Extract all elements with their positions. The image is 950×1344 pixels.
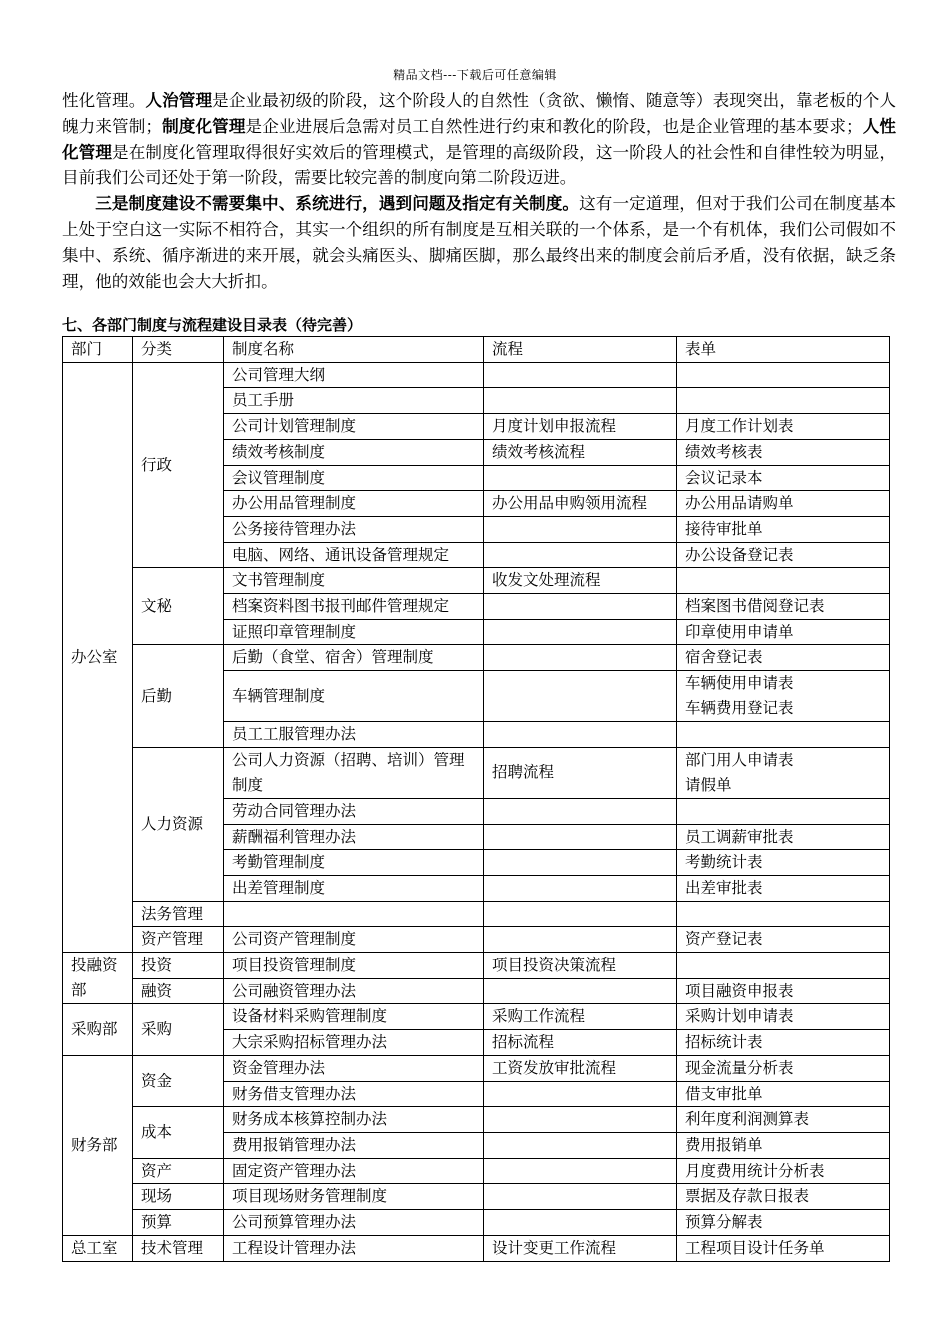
flow-cell [484, 875, 677, 901]
form-cell: 部门用人申请表 请假单 [677, 747, 890, 798]
name-cell: 固定资产管理办法 [224, 1158, 484, 1184]
table-row [63, 927, 890, 953]
category-cell: 投资 [133, 953, 224, 979]
flow-cell: 绩效考核流程 [484, 439, 677, 465]
bold-term: 人性化管理 [62, 115, 897, 162]
paragraph-management-stages [62, 88, 896, 191]
name-cell [224, 901, 484, 927]
name-cell: 薪酬福利管理办法 [224, 824, 484, 850]
flow-cell [484, 850, 677, 876]
name-cell: 会议管理制度 [224, 465, 484, 491]
name-cell: 公司预算管理办法 [224, 1210, 484, 1236]
name-cell: 档案资料图书报刊邮件管理规定 [224, 594, 484, 620]
form-cell: 票据及存款日报表 [677, 1184, 890, 1210]
flow-cell [484, 1107, 677, 1133]
dept-cell: 财务部 [63, 1055, 133, 1235]
category-cell: 采购 [133, 1004, 224, 1055]
category-cell: 法务管理 [133, 901, 224, 927]
text-span: 是企业最初级的阶段，这个阶段人的自然性（贪欲、懒惰、随意等）表现突出，靠老板的个人魄力来管制； [62, 91, 897, 136]
table-row [63, 362, 890, 388]
name-cell: 公务接待管理办法 [224, 516, 484, 542]
form-cell: 招标统计表 [677, 1030, 890, 1056]
flow-cell [484, 798, 677, 824]
header-cell: 制度名称 [224, 337, 484, 363]
form-cell: 月度工作计划表 [677, 414, 890, 440]
flow-cell: 招标流程 [484, 1030, 677, 1056]
text-span: 这有一定道理，但对于我们公司在制度基本上处于空白这一实际不相符合，其实一个组织的所有制度是互相关联的一个体系，是一个有机体，我们公司假如不集中、系统、循序渐进的来开展，就会头痛医头、脚痛医脚，那么最终出来的制度会前后矛盾，没有依据，缺乏条理，他的效能也会大大折扣。 [62, 194, 897, 291]
category-cell: 后勤 [133, 645, 224, 747]
flow-cell [484, 594, 677, 620]
form-cell: 接待审批单 [677, 516, 890, 542]
name-cell: 员工工服管理办法 [224, 722, 484, 748]
flow-cell [484, 388, 677, 414]
form-cell: 借支审批单 [677, 1081, 890, 1107]
header-cell: 部门 [63, 337, 133, 363]
name-cell: 考勤管理制度 [224, 850, 484, 876]
form-cell [677, 722, 890, 748]
flow-cell [484, 362, 677, 388]
category-cell: 资产管理 [133, 927, 224, 953]
flow-cell [484, 722, 677, 748]
flow-cell: 收发文处理流程 [484, 568, 677, 594]
form-cell: 宿舍登记表 [677, 645, 890, 671]
table-row [63, 953, 890, 979]
bold-term: 制度化管理 [162, 115, 246, 136]
category-cell: 人力资源 [133, 747, 224, 901]
dept-cell: 总工室 [63, 1235, 133, 1261]
table-row [63, 1107, 890, 1133]
dept-cell: 办公室 [63, 362, 133, 952]
flow-cell [484, 619, 677, 645]
flow-cell: 月度计划申报流程 [484, 414, 677, 440]
flow-cell [484, 1184, 677, 1210]
flow-cell [484, 516, 677, 542]
table-row [63, 1158, 890, 1184]
table-row [63, 1004, 890, 1030]
flow-cell [484, 1132, 677, 1158]
flow-cell [484, 824, 677, 850]
dept-cell: 投融资部 [63, 953, 133, 1004]
form-cell [677, 568, 890, 594]
header-cell: 表单 [677, 337, 890, 363]
form-cell: 出差审批表 [677, 875, 890, 901]
section-title: 七、各部门制度与流程建设目录表（待完善） [62, 316, 363, 334]
paragraph-point-three [62, 191, 896, 294]
name-cell: 公司融资管理办法 [224, 978, 484, 1004]
page-header: 精品文档---下载后可任意编辑 [393, 68, 557, 82]
name-cell: 员工手册 [224, 388, 484, 414]
category-cell: 文秘 [133, 568, 224, 645]
name-cell: 资金管理办法 [224, 1055, 484, 1081]
table-row [63, 1210, 890, 1236]
body-text [62, 88, 896, 294]
name-cell: 电脑、网络、通讯设备管理规定 [224, 542, 484, 568]
category-cell: 行政 [133, 362, 224, 568]
form-cell: 办公设备登记表 [677, 542, 890, 568]
category-cell: 融资 [133, 978, 224, 1004]
name-cell: 车辆管理制度 [224, 671, 484, 722]
name-cell: 证照印章管理制度 [224, 619, 484, 645]
text-span: 是企业进展后急需对员工自然性进行约束和教化的阶段，也是企业管理的基本要求； [245, 116, 863, 136]
form-cell: 现金流量分析表 [677, 1055, 890, 1081]
name-cell: 办公用品管理制度 [224, 491, 484, 517]
table-header-row [63, 337, 890, 363]
flow-cell [484, 1081, 677, 1107]
flow-cell [484, 465, 677, 491]
name-cell: 项目现场财务管理制度 [224, 1184, 484, 1210]
directory-table [62, 336, 890, 1262]
category-cell: 资产 [133, 1158, 224, 1184]
table-row [63, 978, 890, 1004]
table-row [63, 1184, 890, 1210]
table-row [63, 1055, 890, 1081]
text-span: 性化管理。 [62, 91, 146, 110]
form-cell: 考勤统计表 [677, 850, 890, 876]
bold-term: 人治管理 [145, 90, 213, 110]
name-cell: 费用报销管理办法 [224, 1132, 484, 1158]
name-cell: 财务成本核算控制办法 [224, 1107, 484, 1133]
text-span: 是在制度化管理取得很好实效后的管理模式，是管理的高级阶段，这一阶段人的社会性和自律性较为明显，目前我们公司还处于第一阶段，需要比较完善的制度向第二阶段迈进。 [62, 142, 896, 188]
form-cell: 办公用品请购单 [677, 491, 890, 517]
table-row [63, 645, 890, 671]
header-cell: 分类 [133, 337, 224, 363]
flow-cell: 办公用品申购领用流程 [484, 491, 677, 517]
form-cell: 资产登记表 [677, 927, 890, 953]
flow-cell [484, 901, 677, 927]
flow-cell [484, 645, 677, 671]
form-cell: 车辆使用申请表 车辆费用登记表 [677, 671, 890, 722]
table-row [63, 747, 890, 798]
flow-cell [484, 927, 677, 953]
form-cell [677, 798, 890, 824]
category-cell: 技术管理 [133, 1235, 224, 1261]
form-cell: 预算分解表 [677, 1210, 890, 1236]
flow-cell: 采购工作流程 [484, 1004, 677, 1030]
flow-cell: 设计变更工作流程 [484, 1235, 677, 1261]
flow-cell: 招聘流程 [484, 747, 677, 798]
header-cell: 流程 [484, 337, 677, 363]
name-cell: 公司计划管理制度 [224, 414, 484, 440]
name-cell: 公司人力资源（招聘、培训）管理制度 [224, 747, 484, 798]
form-cell [677, 362, 890, 388]
form-cell: 会议记录本 [677, 465, 890, 491]
dept-cell: 采购部 [63, 1004, 133, 1055]
name-cell: 公司资产管理制度 [224, 927, 484, 953]
form-cell [677, 953, 890, 979]
form-cell: 月度费用统计分析表 [677, 1158, 890, 1184]
flow-cell [484, 978, 677, 1004]
form-cell: 印章使用申请单 [677, 619, 890, 645]
name-cell: 绩效考核制度 [224, 439, 484, 465]
form-cell: 档案图书借阅登记表 [677, 594, 890, 620]
category-cell: 预算 [133, 1210, 224, 1236]
table-row [63, 568, 890, 594]
flow-cell: 工资发放审批流程 [484, 1055, 677, 1081]
flow-cell [484, 671, 677, 722]
table-row [63, 901, 890, 927]
flow-cell: 项目投资决策流程 [484, 953, 677, 979]
category-cell: 成本 [133, 1107, 224, 1158]
table-row [63, 1235, 890, 1261]
name-cell: 财务借支管理办法 [224, 1081, 484, 1107]
name-cell: 后勤（食堂、宿舍）管理制度 [224, 645, 484, 671]
name-cell: 大宗采购招标管理办法 [224, 1030, 484, 1056]
name-cell: 工程设计管理办法 [224, 1235, 484, 1261]
flow-cell [484, 542, 677, 568]
form-cell [677, 388, 890, 414]
name-cell: 出差管理制度 [224, 875, 484, 901]
flow-cell [484, 1210, 677, 1236]
form-cell: 工程项目设计任务单 [677, 1235, 890, 1261]
form-cell: 员工调薪审批表 [677, 824, 890, 850]
name-cell: 劳动合同管理办法 [224, 798, 484, 824]
form-cell: 采购计划申请表 [677, 1004, 890, 1030]
form-cell [677, 901, 890, 927]
name-cell: 文书管理制度 [224, 568, 484, 594]
name-cell: 项目投资管理制度 [224, 953, 484, 979]
name-cell: 设备材料采购管理制度 [224, 1004, 484, 1030]
name-cell: 公司管理大纲 [224, 362, 484, 388]
form-cell: 利年度利润测算表 [677, 1107, 890, 1133]
category-cell: 现场 [133, 1184, 224, 1210]
category-cell: 资金 [133, 1055, 224, 1106]
flow-cell [484, 1158, 677, 1184]
form-cell: 绩效考核表 [677, 439, 890, 465]
form-cell: 费用报销单 [677, 1132, 890, 1158]
bold-lead: 三是制度建设不需要集中、系统进行，遇到问题及指定有关制度。 [95, 193, 580, 214]
form-cell: 项目融资申报表 [677, 978, 890, 1004]
